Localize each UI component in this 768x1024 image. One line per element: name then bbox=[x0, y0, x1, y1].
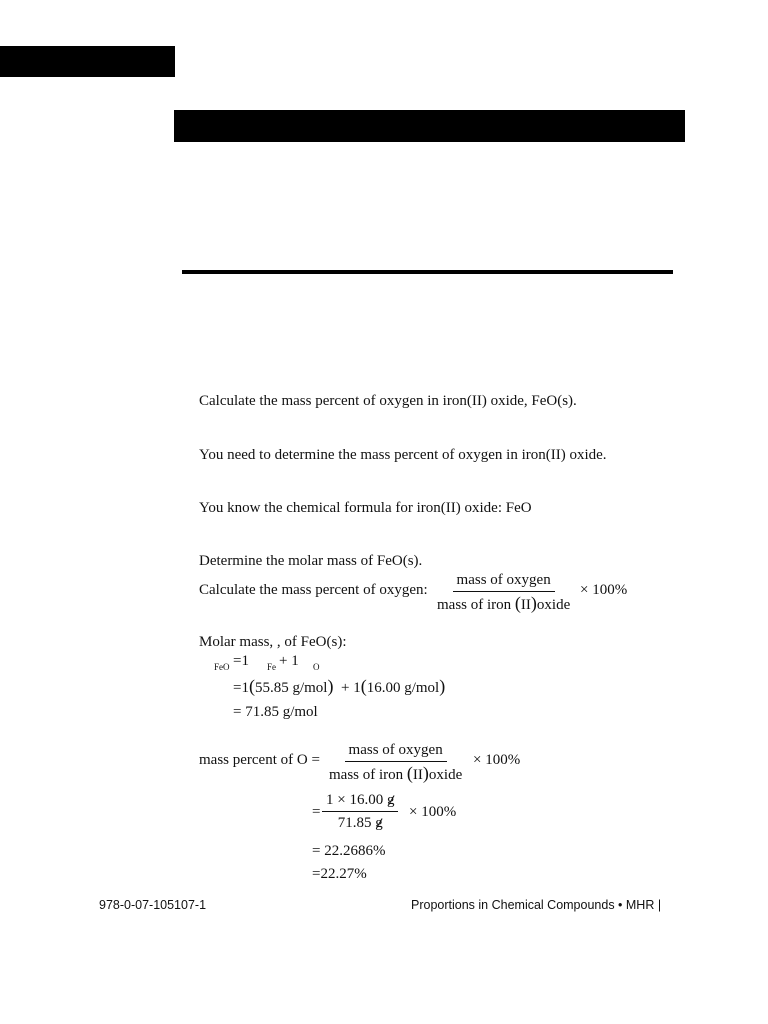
plan-step-2-label: Calculate the mass percent of oxygen: bbox=[199, 582, 428, 598]
plan-fraction-numerator: mass of oxygen bbox=[453, 571, 555, 592]
plan-fraction-denominator: mass of iron (II)oxide bbox=[437, 593, 571, 613]
plan-fraction bbox=[433, 571, 574, 614]
molar-mass-line-3: = 71.85 g/mol bbox=[233, 704, 318, 720]
plan-step-1: Determine the molar mass of FeO(s). bbox=[199, 553, 423, 569]
section-rule bbox=[182, 270, 673, 274]
cancelled-unit-g: g bbox=[375, 815, 383, 831]
calc-denominator: 71.85 g bbox=[337, 815, 383, 831]
what-is-given: You know the chemical formula for iron(II) oxide: FeO bbox=[199, 500, 532, 516]
footer-isbn: 978-0-07-105107-1 bbox=[99, 898, 207, 912]
calc-equals: = bbox=[312, 804, 321, 820]
mass-percent-fraction bbox=[325, 741, 466, 784]
result-rounded: =22.27% bbox=[312, 866, 367, 882]
mass-percent-label: mass percent of O = bbox=[199, 752, 320, 768]
mass-percent-numerator: mass of oxygen bbox=[345, 741, 447, 762]
result-unrounded: = 22.2686% bbox=[312, 843, 386, 859]
footer-running-title: Proportions in Chemical Compounds • MHR | bbox=[411, 898, 662, 912]
calc-fraction bbox=[322, 791, 398, 832]
problem-statement: Calculate the mass percent of oxygen in iron(II) oxide, FeO(s). bbox=[199, 393, 577, 409]
molar-mass-line-1-eq: =1 bbox=[233, 653, 249, 669]
calc-times-100: × 100% bbox=[409, 804, 457, 820]
header-tab-bar bbox=[0, 46, 175, 77]
molar-mass-line-2: =1(55.85 g/mol) + 1(16.00 g/mol) bbox=[233, 676, 446, 696]
mass-percent-times-100: × 100% bbox=[473, 752, 521, 768]
plan-times-100: × 100% bbox=[580, 582, 628, 598]
calc-numerator: 1 × 16.00 g bbox=[322, 791, 398, 812]
subscript-o: O bbox=[313, 662, 320, 672]
subscript-fe: Fe bbox=[267, 662, 276, 672]
molar-mass-heading: Molar mass, , of FeO(s): bbox=[199, 634, 347, 650]
molar-mass-line-1-plus: + 1 bbox=[279, 653, 299, 669]
mass-percent-denominator: mass of iron (II)oxide bbox=[329, 763, 463, 783]
subscript-feo: FeO bbox=[214, 662, 230, 672]
what-is-required: You need to determine the mass percent of oxygen in iron(II) oxide. bbox=[199, 447, 607, 463]
title-bar bbox=[174, 110, 685, 142]
cancelled-unit-g: g bbox=[386, 792, 395, 808]
